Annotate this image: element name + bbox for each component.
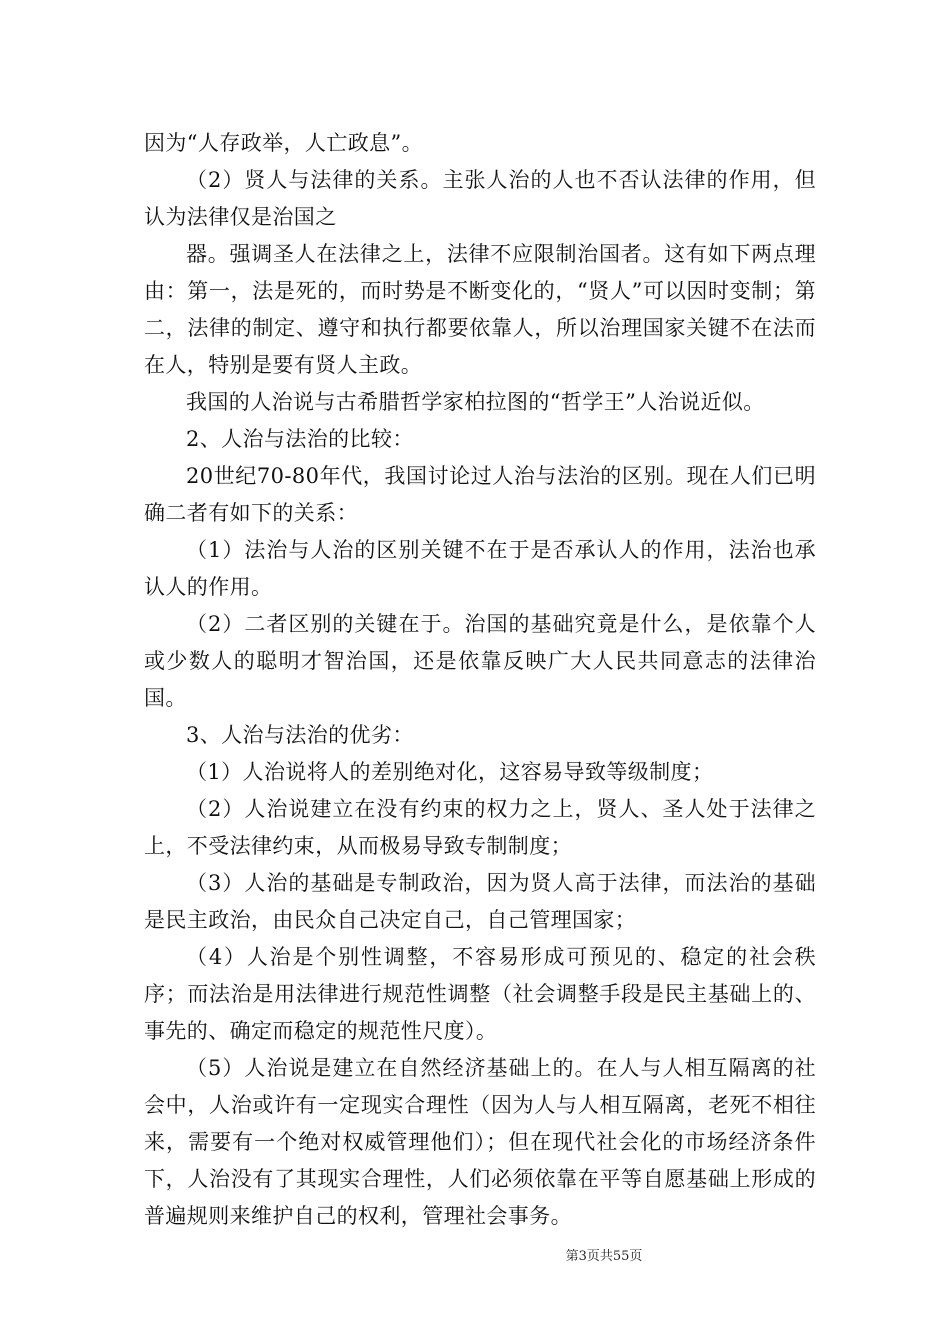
paragraph-2: （2）贤人与法律的关系。主张人治的人也不否认法律的作用，但认为法律仅是治国之 [144,168,816,229]
paragraph-1: 因为“人存政举，人亡政息”。 [144,131,424,155]
paragraph-13: （4）人治是个别性调整，不容易形成可预见的、稳定的社会秩序；而法治是用法律进行规范性调整（社会调整手段是民主基础上的、事先的、确定而稳定的规范性尺度）。 [144,945,816,1043]
paragraph-14: （5）人治说是建立在自然经济基础上的。在人与人相互隔离的社会中，人治或许有一定现实合理性（因为人与人相互隔离，老死不相往来，需要有一个绝对权威管理他们）；但在现代社会化的市场经济条件下，人治没有了其现实合理性，人们必须依靠在平等自愿基础上形成的普遍规则来维护自己的权利，管理社会事务。 [144,1056,816,1228]
paragraph-12: （3）人治的基础是专制政治，因为贤人高于法律，而法治的基础是民主政治，由民众自己决定自己，自己管理国家； [144,871,816,932]
page-number-footer: 第3页共55页 [565,1249,643,1264]
section-heading-3: 3、人治与法治的优劣： [186,723,414,747]
paragraph-11: （2）人治说建立在没有约束的权力之上，贤人、圣人处于法律之上，不受法律约束，从而极易导致专制制度； [144,797,816,858]
paragraph-4: 我国的人治说与古希腊哲学家柏拉图的“哲学王”人治说近似。 [186,390,765,414]
document-body [144,125,816,1235]
section-heading-2: 2、人治与法治的比较： [186,427,414,451]
paragraph-7: （1）法治与人治的区别关键不在于是否承认人的作用，法治也承认人的作用。 [144,538,816,599]
paragraph-6: 20世纪70-80年代，我国讨论过人治与法治的区别。现在人们已明确二者有如下的关系： [144,464,816,525]
paragraph-8: （2）二者区别的关键在于。治国的基础究竟是什么，是依靠个人或少数人的聪明才智治国，还是依靠反映广大人民共同意志的法律治国。 [144,612,816,710]
paragraph-10: （1）人治说将人的差别绝对化，这容易导致等级制度； [186,760,714,784]
paragraph-3: 器。强调圣人在法律之上，法律不应限制治国者。这有如下两点理由：第一，法是死的，而时势是不断变化的，“贤人”可以因时变制；第二，法律的制定、遵守和执行都要依靠人，所以治理国家关键不在法而在人，特别是要有贤人主政。 [144,242,816,377]
